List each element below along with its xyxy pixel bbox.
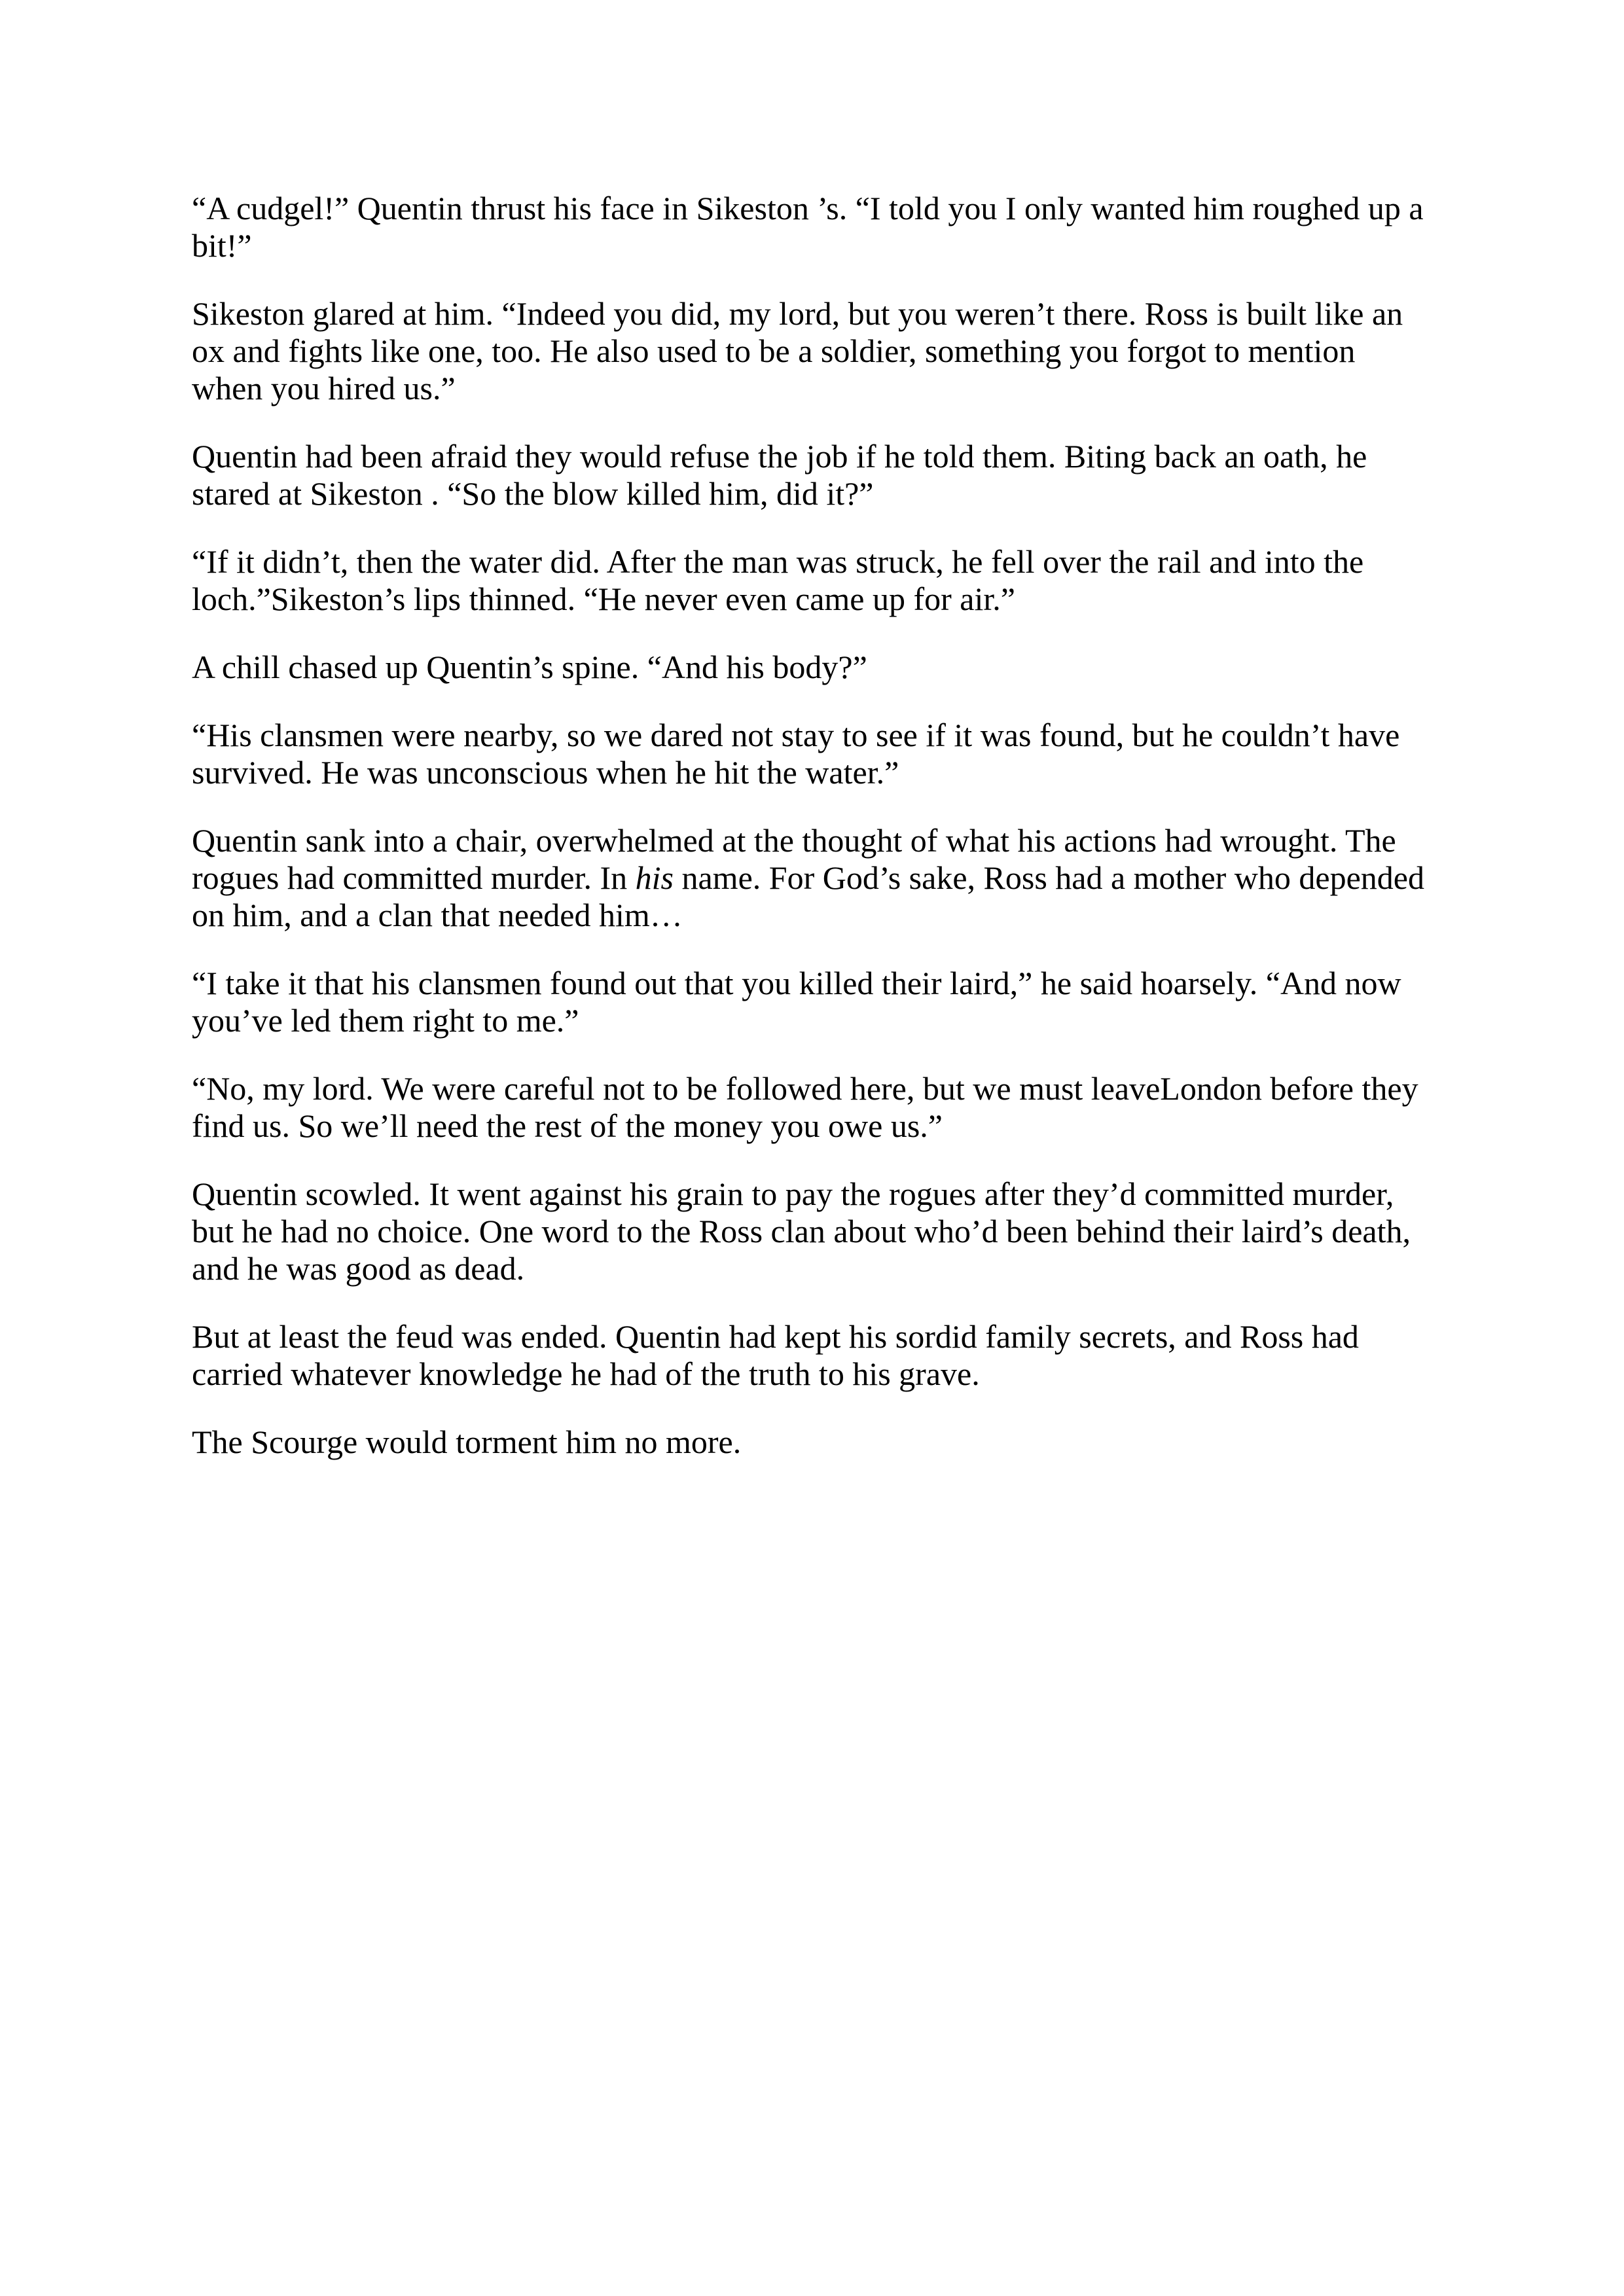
- paragraph: [192, 649, 1430, 686]
- paragraph: [192, 965, 1430, 1039]
- text-segment: “A cudgel!” Quentin thrust his face in Sikeston ’s. “I told you I only wanted him roughed up a bit!”: [192, 190, 1424, 264]
- paragraph: [192, 438, 1430, 512]
- text-segment: Sikeston glared at him. “Indeed you did, my lord, but you weren’t there. Ross is built like an ox and fights like one, too. He also used to be a soldier, something you forgot to mention when you hired us.”: [192, 295, 1403, 406]
- text-segment: “No, my lord. We were careful not to be followed here, but we must leaveLondon before they find us. So we’ll need the rest of the money you owe us.”: [192, 1070, 1418, 1144]
- paragraph: [192, 822, 1430, 934]
- paragraph: [192, 1070, 1430, 1145]
- paragraph: [192, 295, 1430, 407]
- text-segment: name. For God’s sake, Ross had a mother who depended on him, and a clan that needed him…: [192, 859, 1424, 933]
- italic-text-segment: his: [635, 859, 674, 896]
- text-segment: “If it didn’t, then the water did. After the man was struck, he fell over the rail and into the loch.”Sikeston’s lips thinned. “He never even came up for air.”: [192, 543, 1364, 617]
- paragraph: [192, 1424, 1430, 1461]
- paragraph: [192, 1318, 1430, 1393]
- text-segment: Quentin scowled. It went against his grain to pay the rogues after they’d committed murder, but he had no choice. One word to the Ross clan about who’d been behind their laird’s death, and he was good as dead.: [192, 1175, 1411, 1287]
- text-segment: Quentin sank into a chair, overwhelmed at the thought of what his actions had wrought. The rogues had committed murder. In: [192, 822, 1396, 896]
- page-content: [192, 190, 1430, 1492]
- paragraph: [192, 717, 1430, 791]
- paragraph: [192, 190, 1430, 264]
- text-segment: A chill chased up Quentin’s spine. “And his body?”: [192, 649, 867, 685]
- paragraph: [192, 543, 1430, 618]
- text-segment: The Scourge would torment him no more.: [192, 1424, 742, 1460]
- text-segment: “His clansmen were nearby, so we dared not stay to see if it was found, but he couldn’t have survived. He was unconscious when he hit the water.”: [192, 717, 1400, 791]
- text-segment: “I take it that his clansmen found out that you killed their laird,” he said hoarsely. “And now you’ve led them right to me.”: [192, 965, 1401, 1039]
- paragraph: [192, 1175, 1430, 1287]
- text-segment: Quentin had been afraid they would refuse the job if he told them. Biting back an oath, he stared at Sikeston . “So the blow killed him, did it?”: [192, 438, 1367, 512]
- text-segment: But at least the feud was ended. Quentin had kept his sordid family secrets, and Ross had carried whatever knowledge he had of the truth to his grave.: [192, 1318, 1359, 1392]
